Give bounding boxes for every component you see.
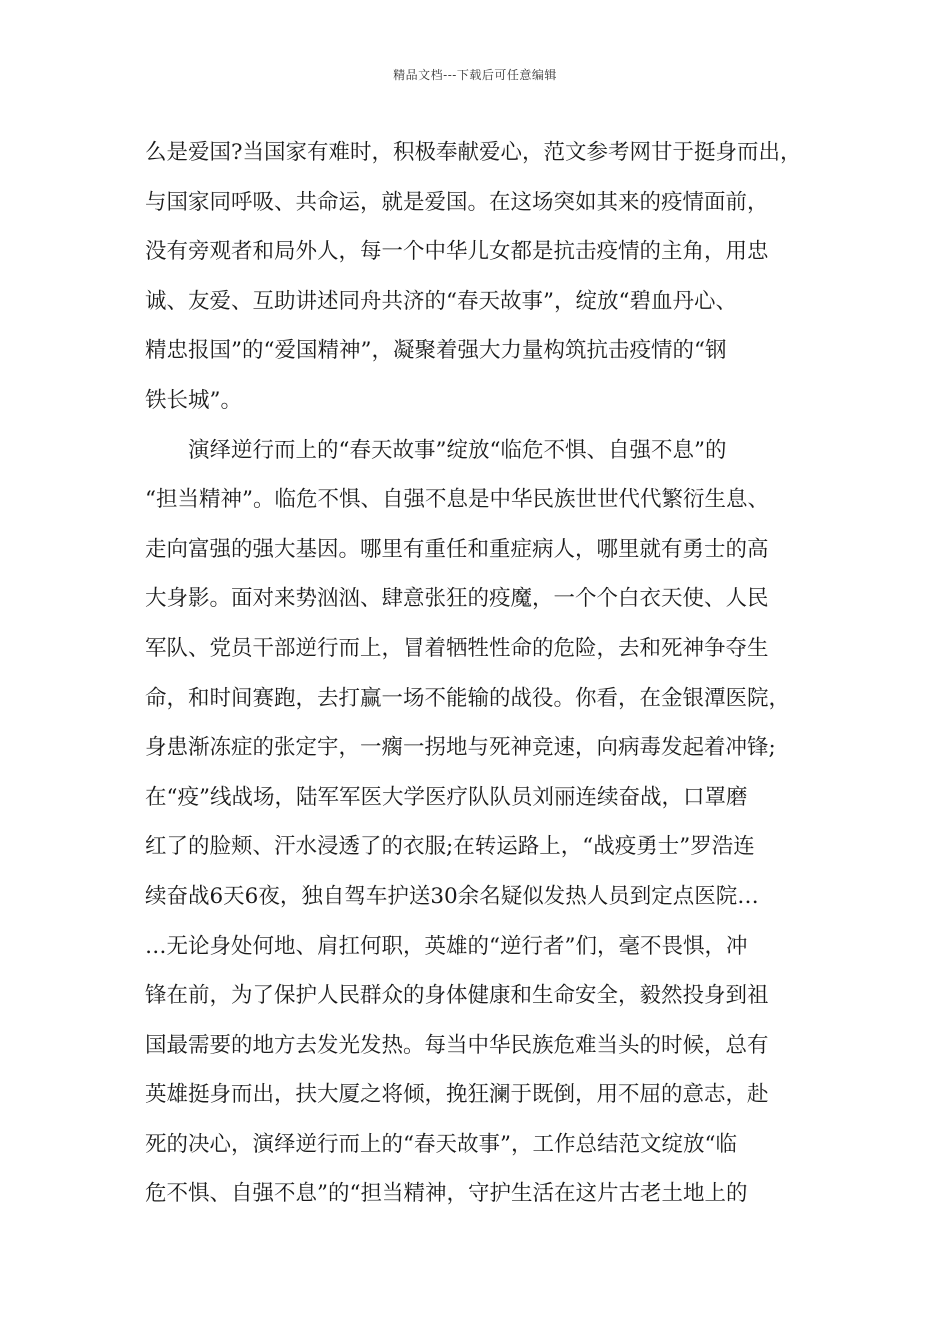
text-line: 铁长城”。: [145, 387, 242, 413]
text-line: 与国家同呼吸、共命运，就是爱国。在这场突如其来的疫情面前，: [145, 189, 769, 215]
body-text: [145, 128, 835, 1219]
text-line: “担当精神”。临危不惧、自强不息是中华民族世世代代繁衍生息、: [145, 487, 769, 513]
text-line: 英雄挺身而出，扶大厦之将倾，挽狂澜于既倒，用不屈的意志，赴: [145, 1082, 769, 1108]
text-line: 在“疫”线战场，陆军军医大学医疗队队员刘丽连续奋战，口罩磨: [145, 784, 748, 810]
text-line: 演绎逆行而上的“春天故事”绽放“临危不惧、自强不息”的: [145, 437, 727, 463]
text-line: 军队、党员干部逆行而上，冒着牺牲性命的危险，去和死神争夺生: [145, 635, 769, 661]
text-line: 身患渐冻症的张定宇，一瘸一拐地与死神竞速，向病毒发起着冲锋;: [145, 735, 776, 761]
text-line: 国最需要的地方去发光发热。每当中华民族危难当头的时候，总有: [145, 1032, 769, 1058]
text-line: 精忠报国”的“爱国精神”，凝聚着强大力量构筑抗击疫情的“钢: [145, 338, 727, 364]
text-line: 么是爱国?当国家有难时，积极奉献爱心，范文参考网甘于挺身而出，: [145, 140, 802, 165]
text-line: 大身影。面对来势汹汹、肆意张狂的疫魔，一个个白衣天使、人民: [145, 586, 769, 612]
text-line: 续奋战6天6夜，独自驾车护送30余名疑似发热人员到定点医院…: [145, 883, 759, 909]
text-line: 诚、友爱、互助讲述同舟共济的“春天故事”，绽放“碧血丹心、: [145, 288, 737, 314]
page-header: 精品文档---下载后可任意编辑: [393, 68, 557, 82]
text-line: 命，和时间赛跑，去打赢一场不能输的战役。你看，在金银潭医院，: [145, 685, 791, 711]
text-line: 没有旁观者和局外人，每一个中华儿女都是抗击疫情的主角，用忠: [145, 239, 769, 265]
text-line: …无论身处何地、肩扛何职，英雄的“逆行者”们，毫不畏惧，冲: [145, 933, 748, 959]
text-line: 走向富强的强大基因。哪里有重任和重症病人，哪里就有勇士的高: [145, 536, 769, 562]
text-line: 死的决心，演绎逆行而上的“春天故事”，工作总结范文绽放“临: [145, 1131, 737, 1157]
text-line: 锋在前，为了保护人民群众的身体健康和生命安全，毅然投身到祖: [145, 983, 769, 1009]
text-line: 危不惧、自强不息”的“担当精神，守护生活在这片古老土地上的: [145, 1181, 748, 1207]
text-line: 红了的脸颊、汗水浸透了的衣服;在转运路上，“战疫勇士”罗浩连: [145, 834, 755, 860]
